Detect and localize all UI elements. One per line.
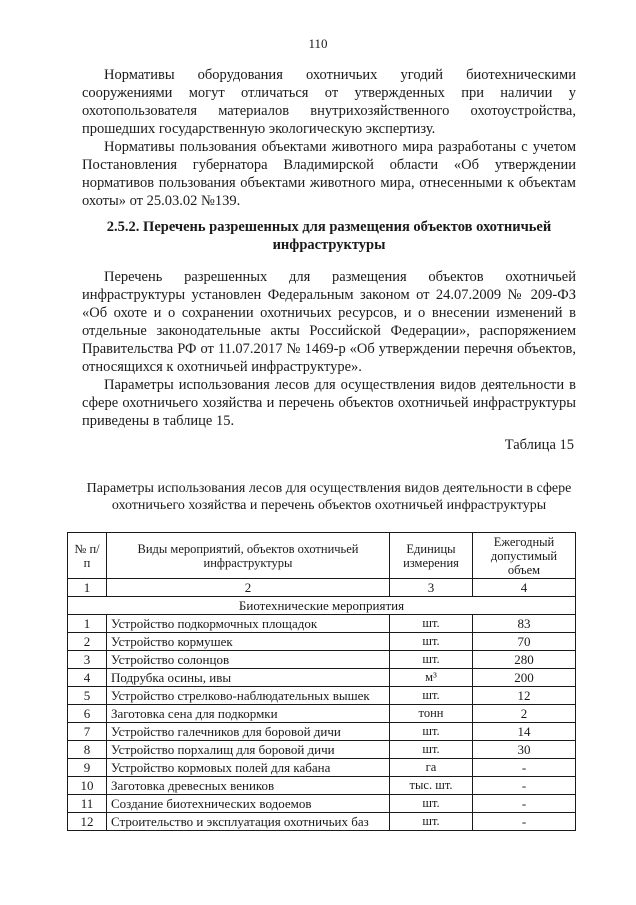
table-row bbox=[68, 723, 576, 741]
row-unit: шт. bbox=[390, 633, 473, 651]
row-unit: тонн bbox=[390, 705, 473, 723]
header-num: № п/п bbox=[68, 533, 107, 579]
row-activity: Заготовка древесных веников bbox=[107, 777, 390, 795]
header-activity: Виды мероприятий, объектов охотничьей инфраструктуры bbox=[107, 533, 390, 579]
table-row bbox=[68, 687, 576, 705]
row-num: 3 bbox=[68, 651, 107, 669]
section-row bbox=[68, 597, 576, 615]
row-num: 12 bbox=[68, 813, 107, 831]
column-number: 2 bbox=[107, 579, 390, 597]
row-activity: Устройство солонцов bbox=[107, 651, 390, 669]
table-row bbox=[68, 795, 576, 813]
table-row bbox=[68, 651, 576, 669]
paragraph-wildlife-norms: Нормативы пользования объектами животного мира разработаны с учетом Постановления губернатора Владимирской области «Об утверждении нормативов пользования объектами животного мира, отнесенными к объектам охоты» от 25.03.02 №139. bbox=[82, 139, 576, 209]
row-volume: - bbox=[473, 813, 576, 831]
row-activity: Устройство стрелково-наблюдательных вышек bbox=[107, 687, 390, 705]
row-num: 6 bbox=[68, 705, 107, 723]
row-activity: Заготовка сена для подкормки bbox=[107, 705, 390, 723]
page-number: 110 bbox=[308, 36, 328, 51]
table-label: Таблица 15 bbox=[504, 437, 574, 453]
table-row bbox=[68, 705, 576, 723]
table-row bbox=[68, 633, 576, 651]
row-num: 1 bbox=[68, 615, 107, 633]
row-unit: шт. bbox=[390, 651, 473, 669]
row-activity: Создание биотехнических водоемов bbox=[107, 795, 390, 813]
row-volume: 30 bbox=[473, 741, 576, 759]
row-num: 5 bbox=[68, 687, 107, 705]
table-row bbox=[68, 615, 576, 633]
row-unit: шт. bbox=[390, 741, 473, 759]
row-num: 11 bbox=[68, 795, 107, 813]
measures-table bbox=[67, 532, 576, 831]
header-unit: Единицы измерения bbox=[390, 533, 473, 579]
column-number: 4 bbox=[473, 579, 576, 597]
header-volume: Ежегодный допустимый объем bbox=[473, 533, 576, 579]
table-row bbox=[68, 777, 576, 795]
row-num: 8 bbox=[68, 741, 107, 759]
row-num: 7 bbox=[68, 723, 107, 741]
row-num: 2 bbox=[68, 633, 107, 651]
paragraph-hunting-equipment: Нормативы оборудования охотничьих угодий биотехническими сооружениями могут отличаться от утвержденных при наличии у охотопользователя материалов внутрихозяйственного охотоустройства, прошедших государственную экологическую экспертизу. bbox=[82, 67, 576, 137]
row-num: 10 bbox=[68, 777, 107, 795]
row-unit: га bbox=[390, 759, 473, 777]
table-row bbox=[68, 669, 576, 687]
table-row bbox=[68, 741, 576, 759]
row-num: 4 bbox=[68, 669, 107, 687]
row-activity: Устройство порхалищ для боровой дичи bbox=[107, 741, 390, 759]
row-volume: 200 bbox=[473, 669, 576, 687]
paragraph-forest-parameters: Параметры использования лесов для осуществления видов деятельности в сфере охотничьего хозяйства и перечень объектов охотничьей инфраструктуры приведены в таблице 15. bbox=[82, 377, 576, 429]
column-number: 1 bbox=[68, 579, 107, 597]
row-unit: шт. bbox=[390, 687, 473, 705]
row-volume: 12 bbox=[473, 687, 576, 705]
row-activity: Устройство кормовых полей для кабана bbox=[107, 759, 390, 777]
row-activity: Устройство подкормочных площадок bbox=[107, 615, 390, 633]
table-header-row bbox=[68, 533, 576, 579]
row-num: 9 bbox=[68, 759, 107, 777]
paragraph-infrastructure-list: Перечень разрешенных для размещения объектов охотничьей инфраструктуры установлен Федеральным законом от 24.07.2009 № 209-ФЗ «Об охоте и о сохранении охотничьих ресурсов, и о внесении изменений в отдельные законодательные акты Российской Федерации», распоряжением Правительства РФ от 11.07.2017 № 1469-р «Об утверждении перечня объектов, относящихся к охотничьей инфраструктуре». bbox=[82, 269, 576, 375]
row-unit: шт. bbox=[390, 615, 473, 633]
row-volume: 70 bbox=[473, 633, 576, 651]
table-row bbox=[68, 813, 576, 831]
section-heading: 2.5.2. Перечень разрешенных для размещения объектов охотничьей инфраструктуры bbox=[106, 219, 552, 253]
row-unit: м³ bbox=[390, 669, 473, 687]
row-unit: шт. bbox=[390, 813, 473, 831]
row-activity: Устройство галечников для боровой дичи bbox=[107, 723, 390, 741]
row-unit: тыс. шт. bbox=[390, 777, 473, 795]
row-volume: - bbox=[473, 777, 576, 795]
row-activity: Строительство и эксплуатация охотничьих баз bbox=[107, 813, 390, 831]
column-number-row bbox=[68, 579, 576, 597]
row-activity: Подрубка осины, ивы bbox=[107, 669, 390, 687]
row-volume: 280 bbox=[473, 651, 576, 669]
row-volume: 14 bbox=[473, 723, 576, 741]
section-label: Биотехнические мероприятия bbox=[68, 597, 576, 615]
table-title: Параметры использования лесов для осуществления видов деятельности в сфере охотничьего хозяйства и перечень объектов охотничьей инфраструктуры bbox=[86, 481, 572, 513]
row-volume: - bbox=[473, 759, 576, 777]
table-row bbox=[68, 759, 576, 777]
row-activity: Устройство кормушек bbox=[107, 633, 390, 651]
row-volume: - bbox=[473, 795, 576, 813]
row-volume: 83 bbox=[473, 615, 576, 633]
row-unit: шт. bbox=[390, 723, 473, 741]
column-number: 3 bbox=[390, 579, 473, 597]
row-volume: 2 bbox=[473, 705, 576, 723]
row-unit: шт. bbox=[390, 795, 473, 813]
